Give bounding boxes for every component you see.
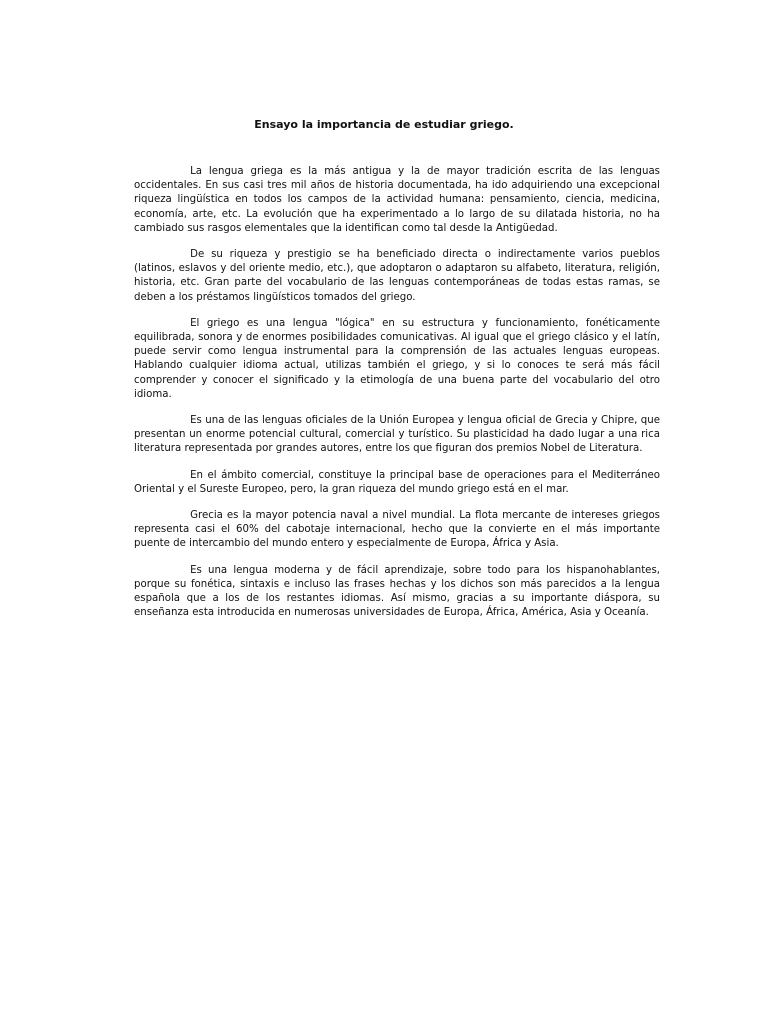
document-body — [134, 165, 660, 632]
paragraph-6: Grecia es la mayor potencia naval a nivel mundial. La flota mercante de intereses griegos representa casi el 60% del cabotaje internacional, hecho que la convierte en el más importante puente de intercambio del mundo entero y especialmente de Europa, África y Asia. — [134, 510, 660, 550]
paragraph-3: El griego es una lengua "lógica" en su estructura y funcionamiento, fonéticamente equilibrada, sonora y de enormes posibilidades comunicativas. Al igual que el griego clásico y el latín, puede servir como lengua instrumental para la comprensión de las actuales lenguas europeas. Hablando cualquier idioma actual, utilizas también el griego, y si lo conoces te será más fácil comprender y conocer el significado y la etimología de una buena parte del vocabulario del otro idioma. — [134, 317, 660, 400]
paragraph-7: Es una lengua moderna y de fácil aprendizaje, sobre todo para los hispanohablantes, porque su fonética, sintaxis e incluso las frases hechas y los dichos son más parecidos a la lengua española que a los de los restantes idiomas. Así mismo, gracias a su importante diáspora, su enseñanza esta introducida en numerosas universidades de Europa, África, América, Asia y Oceanía. — [134, 564, 660, 619]
paragraph-2: De su riqueza y prestigio se ha beneficiado directa o indirectamente varios pueblos (latinos, eslavos y del oriente medio, etc.), que adoptaron o adaptaron su alfabeto, literatura, religión, historia, etc. Gran parte del vocabulario de las lenguas contemporáneas de todas estas ramas, se deben a los préstamos lingüísticos tomados del griego. — [134, 249, 660, 303]
paragraph-5: En el ámbito comercial, constituye la principal base de operaciones para el Mediterráneo Oriental y el Sureste Europeo, pero, la gran riqueza del mundo griego está en el mar. — [134, 469, 660, 495]
paragraph-1: La lengua griega es la más antigua y la de mayor tradición escrita de las lenguas occidentales. En sus casi tres mil años de historia documentada, ha ido adquiriendo una excepcional riqueza lingüística en todos los campos de la actividad humana: pensamiento, ciencia, medicina, economía, arte, etc. La evolución que ha experimentado a lo largo de su dilatada historia, no ha cambiado sus rasgos elementales que la identifican como tal desde la Antigüedad. — [134, 166, 660, 234]
paragraph-4: Es una de las lenguas oficiales de la Unión Europea y lengua oficial de Grecia y Chipre, que presentan un enorme potencial cultural, comercial y turístico. Su plasticidad ha dado lugar a una rica literatura representada por grandes autores, entre los que figuran dos premios Nobel de Literatura. — [134, 415, 660, 455]
document-title: Ensayo la importancia de estudiar griego. — [254, 118, 514, 131]
